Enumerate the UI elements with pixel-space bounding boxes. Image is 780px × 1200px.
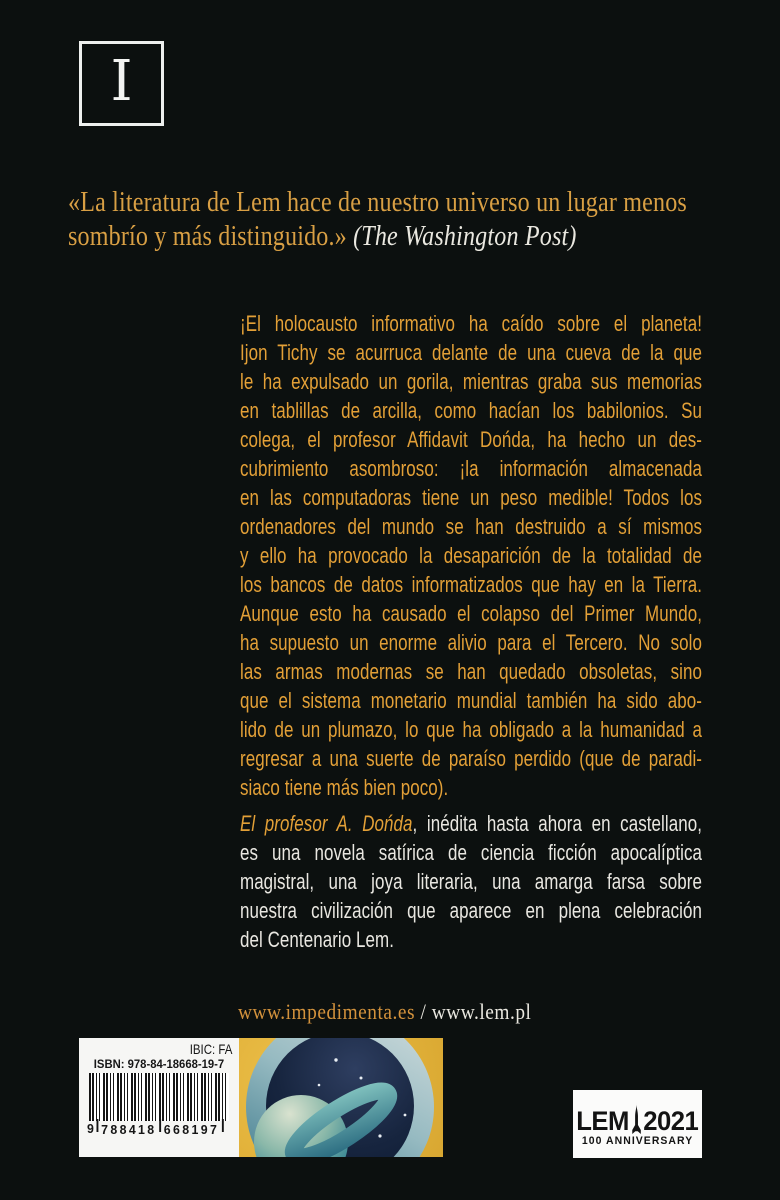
rocket-icon xyxy=(631,1103,641,1135)
synopsis-line: ¡El holocausto informativo ha caído sobre el planeta! xyxy=(240,311,702,336)
press-quote-line2 xyxy=(68,220,722,254)
synopsis-line: cubrimiento asombroso: ¡la información almacenada xyxy=(240,456,702,481)
description-line: es una novela satírica de ciencia ficción apocalíptica xyxy=(240,840,702,865)
cover-porthole-illustration-icon xyxy=(239,1038,443,1157)
lem-url: www.lem.pl xyxy=(431,999,532,1024)
description-last-line: del Centenario Lem. xyxy=(240,927,395,952)
lem-badge-year: 2021 xyxy=(643,1105,699,1136)
front-cover-thumbnail xyxy=(239,1038,443,1157)
synopsis-line: los bancos de datos informatizados que hay en la Tierra. xyxy=(240,572,702,597)
description-paragraph xyxy=(240,809,702,954)
synopsis-line: ordenadores del mundo se han destruido a sí mismos xyxy=(240,514,702,539)
synopsis-line: las armas modernas se han quedado obsoletas, sino xyxy=(240,659,702,684)
barcode-block xyxy=(79,1038,239,1157)
description-lines xyxy=(240,838,702,925)
synopsis-paragraph xyxy=(240,309,702,802)
barcode-digit-group1: 788418 xyxy=(101,1122,157,1137)
description-line: magistral, una joya literaria, una amarga farsa sobre xyxy=(240,869,702,894)
synopsis-last-line: siaco tiene más bien poco). xyxy=(240,775,449,800)
barcode-digits xyxy=(87,1121,224,1138)
synopsis-line: Ijon Tichy se acurruca delante de una cueva de la que xyxy=(240,340,702,365)
impedimenta-logo-letter-icon: I xyxy=(110,48,133,114)
impedimenta-url: www.impedimenta.es xyxy=(238,999,416,1024)
impedimenta-logo xyxy=(79,41,164,126)
barcode-guard-icon xyxy=(97,1119,99,1132)
websites-line xyxy=(238,999,531,1025)
press-quote-line1: «La literatura de Lem hace de nuestro universo un lugar menos xyxy=(68,187,687,218)
synopsis-lines xyxy=(240,309,702,773)
synopsis-line: regresar a una suerte de paraíso perdido (que de paradi- xyxy=(240,746,702,771)
barcode-bars-icon xyxy=(89,1073,229,1121)
isbn-number: ISBN: 978-84-18668-19-7 xyxy=(93,1057,225,1071)
ibic-code: IBIC: FA xyxy=(189,1041,233,1057)
press-quote xyxy=(68,186,722,254)
description-line: nuestra civilización que aparece en plena celebración xyxy=(240,898,702,923)
press-quote-line2-gold: sombrío y más distinguido.» xyxy=(68,221,347,252)
synopsis-line: colega, el profesor Affidavit Dońda, ha hecho un des- xyxy=(240,427,702,452)
book-title-italic: El profesor A. Dońda xyxy=(240,811,413,836)
description-line1 xyxy=(240,809,702,838)
lem-badge-name: LEM xyxy=(576,1105,630,1136)
barcode-digit-lead: 9 xyxy=(87,1121,94,1136)
synopsis-line: lido de un plumazo, lo que ha obligado a la humanidad a xyxy=(240,717,702,742)
lem-2021-badge xyxy=(573,1090,702,1158)
url-separator: / xyxy=(415,999,432,1024)
synopsis-line: que el sistema monetario mundial también ha sido abo- xyxy=(240,688,702,713)
barcode-guard-icon xyxy=(222,1119,224,1132)
synopsis-line: le ha expulsado un gorila, mientras graba sus memorias xyxy=(240,369,702,394)
synopsis-line: en tablillas de arcilla, como hacían los babilonios. Su xyxy=(240,398,702,423)
barcode-guard-icon xyxy=(159,1119,161,1132)
synopsis-line: y ello ha provocado la desaparición de la totalidad de xyxy=(240,543,702,568)
synopsis-line: en las computadoras tiene un peso medible! Todos los xyxy=(240,485,702,510)
lem-2021-title xyxy=(576,1101,698,1134)
lem-badge-subtitle: 100 ANNIVERSARY xyxy=(581,1134,694,1147)
description-line1-rest: , inédita hasta ahora en castellano, xyxy=(412,811,702,836)
press-quote-attribution: (The Washington Post) xyxy=(353,221,577,252)
synopsis-line: Aunque esto ha causado el colapso del Primer Mundo, xyxy=(240,601,702,626)
synopsis-line: ha supuesto un enorme alivio para el Tercero. No solo xyxy=(240,630,702,655)
barcode-digit-group2: 668197 xyxy=(163,1122,220,1137)
